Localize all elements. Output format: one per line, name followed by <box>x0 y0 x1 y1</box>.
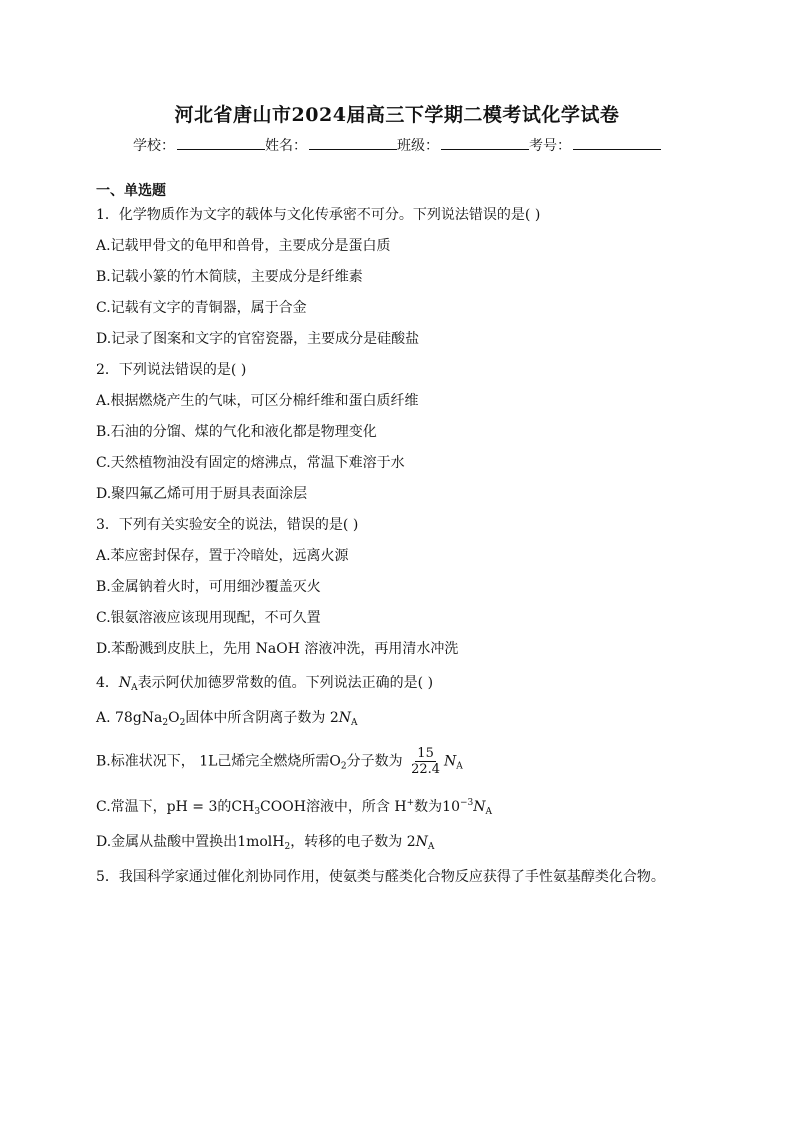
avogadro-symbol: N <box>118 675 132 691</box>
number-field <box>529 134 661 157</box>
q4-option-b: B.标准状况下， 1L己烯完全燃烧所需$O_2$分子数为 $\frac{15}{22.4}$ $N_A$ <box>96 746 463 777</box>
q2-stem: 2．下列说法错误的是( ) <box>96 362 247 378</box>
name-field <box>265 134 397 157</box>
school-blank[interactable] <box>177 134 265 150</box>
page-title: 河北省唐山市2024届高三下学期二模考试化学试卷 <box>174 104 620 126</box>
class-blank[interactable] <box>441 134 529 150</box>
reagent-formula: NaOH <box>255 641 300 657</box>
q3-option-a: A.苯应密封保存，置于冷暗处，远离火源 <box>96 548 349 564</box>
q3-option-c: C.银氨溶液应该现用现配，不可久置 <box>96 610 321 626</box>
name-blank[interactable] <box>309 134 397 150</box>
q3-option-b: B.金属钠着火时，可用细沙覆盖灭火 <box>96 579 321 595</box>
q1-option-c: C.记载有文字的青铜器，属于合金 <box>96 300 307 316</box>
section-heading: 一、单选题 <box>96 183 166 199</box>
number-blank[interactable] <box>573 134 661 150</box>
q4-option-d: D.金属从盐酸中置换出1molH$_2$，转移的电子数为 $2N_A$ <box>96 834 435 852</box>
q4-stem: 4．$N_A$表示阿伏加德罗常数的值。下列说法正确的是( ) <box>96 675 434 693</box>
student-info-row <box>0 134 794 157</box>
school-label: 学校： <box>133 138 175 154</box>
class-field <box>397 134 529 157</box>
q1-stem: 1．化学物质作为文字的载体与文化传承密不可分。下列说法错误的是( ) <box>96 207 541 223</box>
name-label: 姓名： <box>265 138 307 154</box>
q2-option-c: C.天然植物油没有固定的熔沸点，常温下难溶于水 <box>96 455 405 471</box>
q4-option-a: A. $78gNa_2O_2$固体中所含阴离子数为 $2N_A$ <box>96 710 358 728</box>
school-field <box>133 134 265 157</box>
q3-stem: 3．下列有关实验安全的说法，错误的是( ) <box>96 517 359 533</box>
q2-option-d: D.聚四氟乙烯可用于厨具表面涂层 <box>96 486 308 502</box>
class-label: 班级： <box>397 138 439 154</box>
q2-option-a: A.根据燃烧产生的气味，可区分棉纤维和蛋白质纤维 <box>96 393 419 409</box>
q4-option-c: C.常温下，pH = 3的$CH_3COOH$溶液中，所含 H+数为$10^{-3}N_A$ <box>96 798 493 817</box>
q1-option-b: B.记载小篆的竹木简牍，主要成分是纤维素 <box>96 269 363 285</box>
fraction: $\frac{15}{22.4}$ <box>411 746 441 777</box>
q3-option-d: D.苯酚溅到皮肤上，先用 NaOH 溶液冲洗，再用清水冲洗 <box>96 641 459 657</box>
q1-option-a: A.记载甲骨文的龟甲和兽骨，主要成分是蛋白质 <box>96 238 391 254</box>
q2-option-b: B.石油的分馏、煤的气化和液化都是物理变化 <box>96 424 377 440</box>
q1-option-d: D.记录了图案和文字的官窑瓷器，主要成分是硅酸盐 <box>96 331 420 347</box>
q5-stem: 5．我国科学家通过催化剂协同作用，使氨类与醛类化合物反应获得了手性氨基醇类化合物。 <box>96 869 665 885</box>
number-label: 考号： <box>529 138 571 154</box>
